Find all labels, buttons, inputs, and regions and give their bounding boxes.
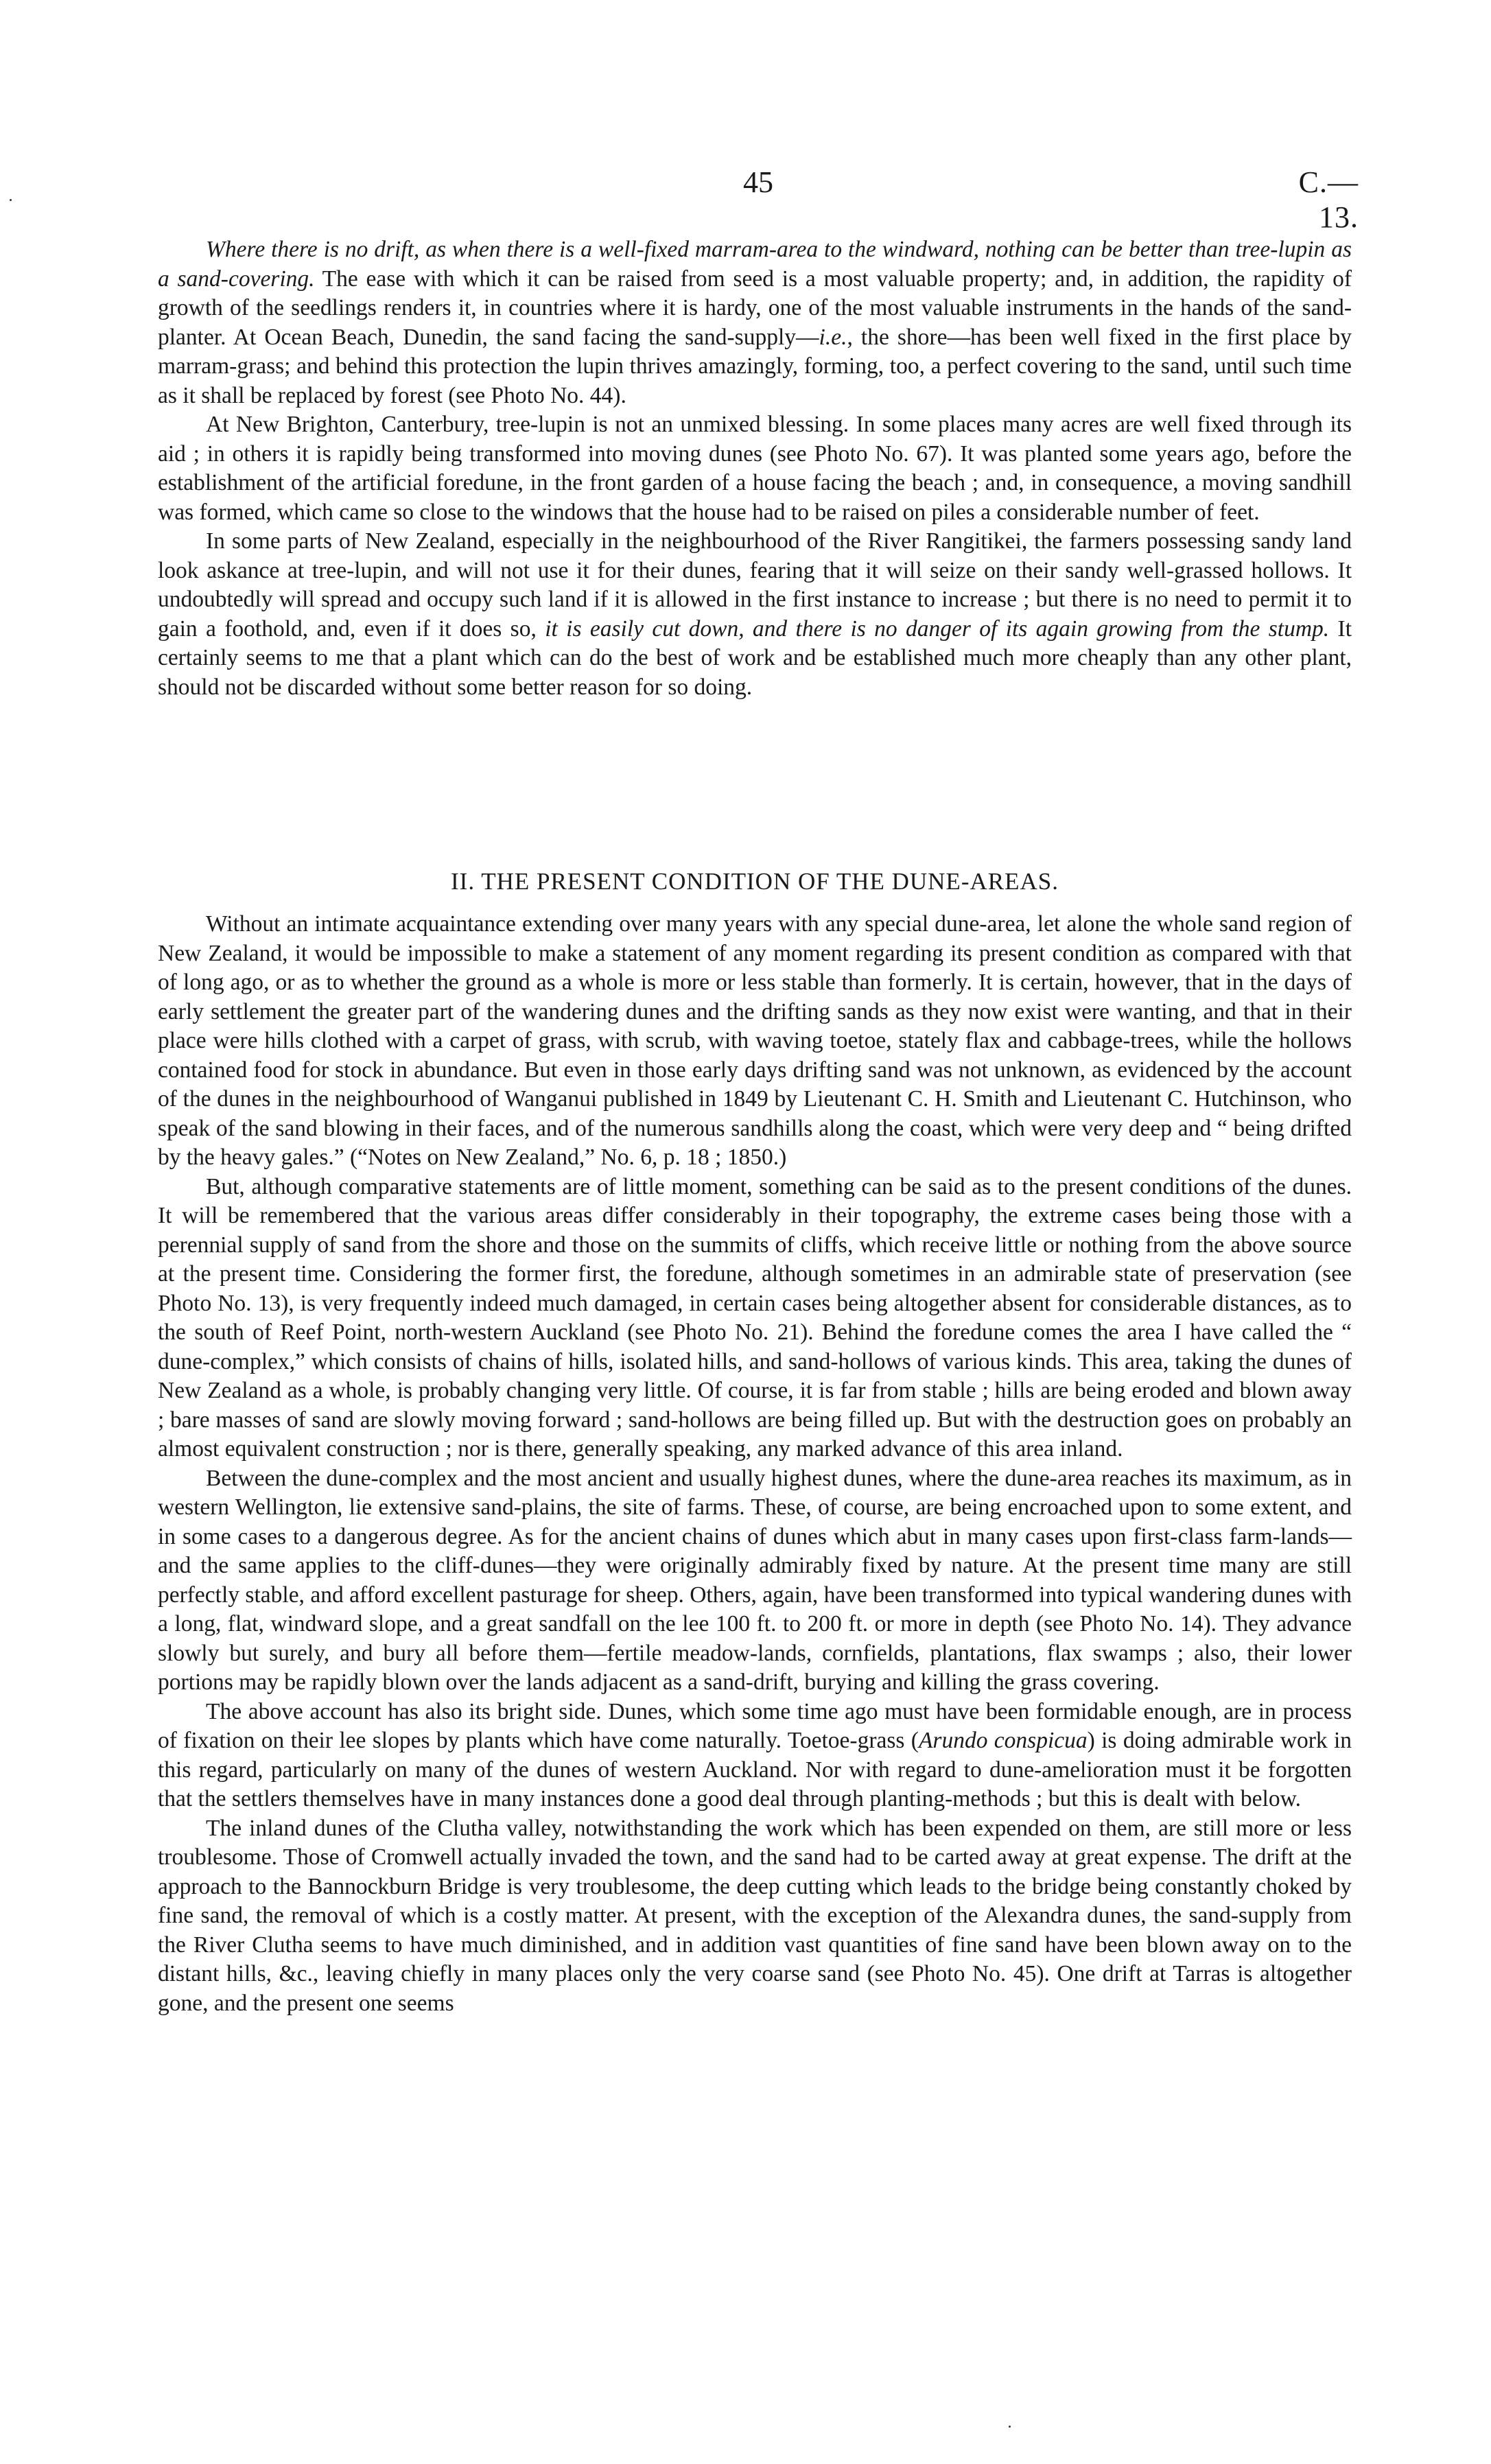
paragraph-text: It certainly seems to me that a plant which can do the best of work and be established much more cheaply than any other plant, should not be discarded without some better reason for so doing. [158,615,1352,700]
paragraph-tree-lupin-intro [158,235,1352,410]
paragraph-text: In some parts of New Zealand, especially in the neighbourhood of the River Rangitikei, the farmers possessing sandy land look askance at tree-lupin, and will not use it for their dunes, fearing that it will seize on their sandy well-grassed hollows. It undoubtedly will spread and occupy such land if it is allowed in the first instance to increase ; but there is no need to permit it to gain a foothold, and, even if it does so, [158,528,1352,642]
scan-speck [1009,2426,1011,2428]
italic-emphasis: it is easily cut down, and there is no danger of its again growing from the stump. [545,615,1330,642]
paragraph-clutha-valley: The inland dunes of the Clutha valley, notwithstanding the work which has been expended on them, are still more or less troublesome. Those of Cromwell actually invaded the town, and the sand had to be carted away at great expense. The drift at the approach to the Bannockburn Bridge is very troublesome, the deep cutting which leads to the bridge being constantly choked by fine sand, the removal of which is a costly matter. At present, with the exception of the Alexandra dunes, the sand-supply from the River Clutha seems to have much diminished, and in addition vast quantities of fine sand have been blown away on to the distant hills, &c., leaving chiefly in many places only the very coarse sand (see Photo No. 45). One drift at Tarras is altogether gone, and the present one seems [158,1815,1352,2016]
section-heading: II. THE PRESENT CONDITION OF THE DUNE-AREAS. [451,868,1059,895]
paragraph-comparative-statements: But, although comparative statements are of little moment, something can be said as to the present conditions of the dunes. It will be remembered that the various areas differ considerably in their topography, the extreme cases being those with a perennial supply of sand from the shore and those on the summits of cliffs, which receive little or nothing from the above source at the present time. Considering the former first, the foredune, although sometimes in an admirable state of preservation (see Photo No. 13), is very frequently indeed much damaged, in certain cases being altogether absent for considerable distances, as to the south of Reef Point, north-western Auckland (see Photo No. 21). Behind the foredune comes the area I have called the “ dune-complex,” which consists of chains of hills, isolated hills, and sand-hollows of various kinds. This area, taking the dunes of New Zealand as a whole, is probably changing very little. Of course, it is far from stable ; hills are being eroded and blown away ; bare masses of sand are slowly moving forward ; sand-hollows are being filled up. But with the destruction goes on probably an almost equivalent construction ; nor is there, generally speaking, any marked advance of this area inland. [158,1173,1352,1462]
italic-species: Arundo conspicua [918,1728,1088,1753]
italic-lead: Where there is no drift, as when there is a well-fixed marram-area to the windward, nothing can be better than tree-lupin as a sand-covering. [158,237,1352,292]
text-block-top [158,235,1352,702]
italic-abbrev: i.e. [819,324,847,350]
paragraph-intimate-acquaintance: Without an intimate acquaintance extending over many years with any special dune-area, let alone the whole sand region of New Zealand, it would be impossible to make a statement of any moment regarding its present condition as compared with that of long ago, or as to whether the ground as a whole is more or less stable than formerly. It is certain, however, that in the days of early settlement the greater part of the wandering dunes and the drifting sands as they now exist were wanting, and that in their place were hills clothed with a carpet of grass, with scrub, with waving toetoe, stately flax and cabbage-trees, while the hollows contained food for stock in abundance. But even in those early days drifting sand was not unknown, as evidenced by the account of the dunes in the neighbourhood of Wanganui published in 1849 by Lieutenant C. H. Smith and Lieutenant C. Hutchinson, who speak of the sand blowing in their faces, and of the numerous sandhills along the coast, which were very deep and “ being drifted by the heavy gales.” (“Notes on New Zealand,” No. 6, p. 18 ; 1850.) [158,911,1352,1170]
page-number: 45 [743,165,773,199]
scan-speck [10,199,12,201]
paragraph-text: ) is doing admirable work in this regard, particularly on many of the dunes of western Auckland. Nor with regard to dune-amelioration must it be forgotten that the settlers themselves have in many instances done a good deal through planting-methods ; but this is dealt with below. [158,1728,1352,1811]
paragraph-new-brighton: At New Brighton, Canterbury, tree-lupin is not an unmixed blessing. In some places many acres are well fixed through its aid ; in others it is rapidly being transformed into moving dunes (see Photo No. 67). It was planted some years ago, before the establishment of the artificial foredune, in the front garden of a house facing the beach ; and, in consequence, a moving sandhill was formed, which came so close to the windows that the house had to be raised on piles a considerable number of feet. [158,412,1352,525]
paragraph-text: The above account has also its bright side. Dunes, which some time ago must have been formidable enough, are in process of fixation on their lee slopes by plants which have come naturally. Toetoe-grass ( [158,1698,1352,1753]
document-reference: C.—13. [1298,165,1359,234]
paragraph-text: The ease with which it can be raised from seed is a most valuable property; and, in addition, the rapidity of growth of the seedlings renders it, in countries where it is hardy, one of the most valuable instruments in the hands of the sand-planter. At Ocean Beach, Dunedin, the sand facing the sand-supply— [158,266,1352,350]
text-block-bottom [158,910,1352,2018]
paragraph-rangitikei [158,527,1352,702]
paragraph-bright-side [158,1698,1352,1814]
paragraph-text: , the shore—has been well fixed in the first place by marram-grass; and behind this protection the lupin thrives amazingly, forming, too, a perfect covering to the sand, until such time as it shall be replaced by forest (see Photo No. 44). [158,324,1352,408]
paragraph-dune-complex: Between the dune-complex and the most ancient and usually highest dunes, where the dune-area reaches its maximum, as in western Wellington, lie extensive sand-plains, the site of farms. These, of course, are being encroached upon to some extent, and in some cases to a dangerous degree. As for the ancient chains of dunes which abut in many cases upon first-class farm-lands—and the same applies to the cliff-dunes—they were originally admirably fixed by nature. At the present time many are still perfectly stable, and afford excellent pasturage for sheep. Others, again, have been transformed into typical wandering dunes with a long, flat, windward slope, and a great sandfall on the lee 100 ft. to 200 ft. or more in depth (see Photo No. 14). They advance slowly but surely, and bury all before them—fertile meadow-lands, cornfields, plantations, flax swamps ; also, their lower portions may be rapidly blown over the lands adjacent as a sand-drift, burying and killing the grass covering. [158,1465,1352,1695]
